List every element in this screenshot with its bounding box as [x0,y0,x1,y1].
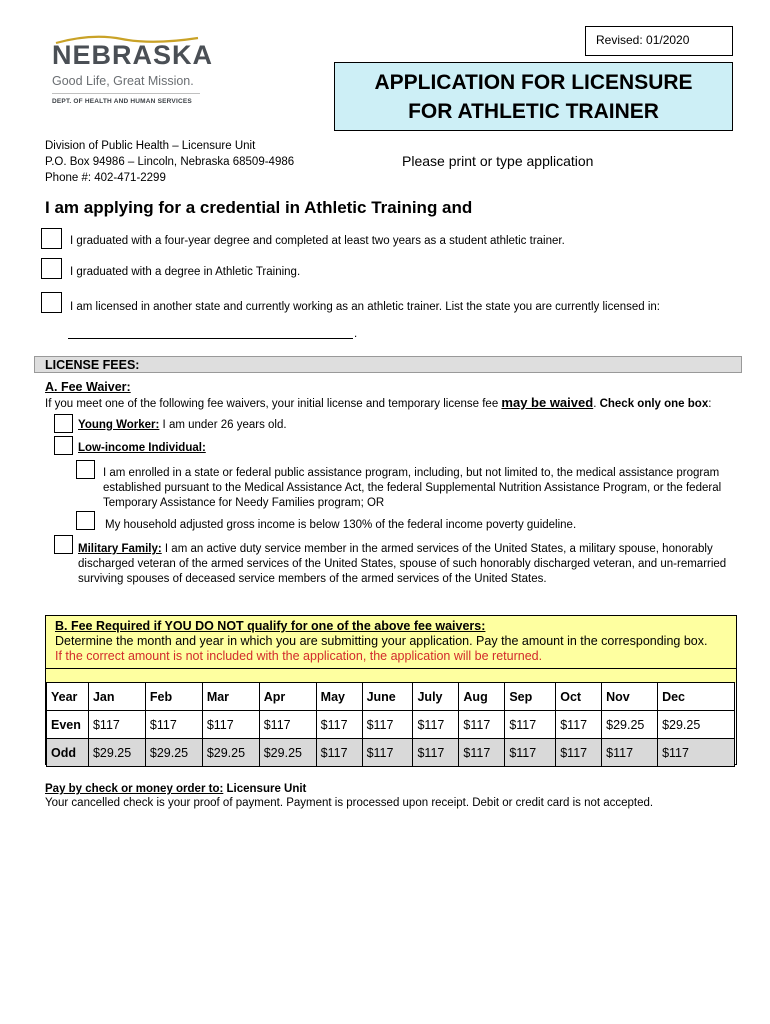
fee-table-cell: Odd [47,739,89,767]
fee-table-cell: $117 [202,711,259,739]
fee-table-cell: $117 [556,711,602,739]
fee-table-cell: $29.25 [88,739,145,767]
nebraska-logo [52,34,212,114]
fee-table-cell: $117 [413,711,459,739]
fee-table-cell: $117 [413,739,459,767]
fee-waiver-may-be-waived: may be waived [501,395,594,410]
military-family-row [78,542,738,587]
applying-heading: I am applying for a credential in Athletic Training and [45,198,473,217]
fee-table-cell: $117 [362,711,413,739]
option-degree-checkbox[interactable] [41,258,62,279]
low-income-poverty-checkbox[interactable] [76,511,95,530]
address-block [45,138,294,186]
fee-table-cell: $29.25 [658,711,735,739]
fee-waiver-intro-mid: . [593,398,600,410]
fee-table-header: Feb [145,683,202,711]
address-line3: Phone #: 402-471-2299 [45,172,166,184]
fee-table-cell: $117 [505,739,556,767]
fee-table-cell: $117 [88,711,145,739]
fee-table-cell: $117 [459,739,505,767]
fee-table-cell: $117 [316,711,362,739]
fee-waiver-heading: A. Fee Waiver: [45,380,131,394]
fee-table-cell: $117 [316,739,362,767]
fee-table-header: Mar [202,683,259,711]
fee-table-cell: $29.25 [259,739,316,767]
young-worker-text: I am under 26 years old. [159,419,287,431]
fee-table-header: Sep [505,683,556,711]
payment-to: Licensure Unit [223,783,307,795]
state-input-line[interactable] [68,338,353,339]
low-income-assistance-checkbox[interactable] [76,460,95,479]
fee-table-cell: $117 [362,739,413,767]
low-income-label: Low-income Individual: [78,442,206,454]
form-title-line1: APPLICATION FOR LICENSURE [374,71,693,94]
fee-table-cell: $117 [459,711,505,739]
fee-required-spacer [46,668,736,683]
logo-dept: DEPT. OF HEALTH AND HUMAN SERVICES [52,98,192,105]
fee-table-cell: Even [47,711,89,739]
fee-table-row-even [47,711,735,739]
fee-table-row-odd [47,739,735,767]
option-four-year-checkbox[interactable] [41,228,62,249]
fee-table-cell: $117 [259,711,316,739]
fee-table-cell: $29.25 [602,711,658,739]
fee-required-warning: If the correct amount is not included with the application, the application will be returned. [55,649,543,663]
fee-waiver-intro-end: : [708,398,712,410]
license-fees-bar: LICENSE FEES: [34,356,742,373]
fee-table-header: Apr [259,683,316,711]
fee-table-header: Oct [556,683,602,711]
fee-table-header: Aug [459,683,505,711]
low-income-poverty-text: My household adjusted gross income is below 130% of the federal income poverty guideline. [105,519,577,531]
fee-waiver-check-one: Check only one box [599,398,709,410]
revised-date: Revised: 01/2020 [585,26,733,56]
fee-required-line1: Determine the month and year in which you are submitting your application. Pay the amount in the corresponding box. [55,634,708,648]
fee-table-cell: $117 [505,711,556,739]
fee-table-header-row [47,683,735,711]
logo-tagline: Good Life, Great Mission. [52,74,194,88]
young-worker-label: Young Worker: [78,419,160,431]
fee-table [46,682,735,767]
option-four-year-label: I graduated with a four-year degree and completed at least two years as a student athletic trainer. [70,235,565,247]
fee-waiver-intro-text: If you meet one of the following fee waivers, your initial license and temporary license fee [45,398,502,410]
payment-line [45,782,306,797]
option-other-state-label: I am licensed in another state and currently working as an athletic trainer. List the state you are currently licensed in: [70,301,661,313]
fee-table-cell: $117 [602,739,658,767]
state-line-period: . [354,328,358,340]
fee-table-header: Year [47,683,89,711]
logo-divider [52,93,200,94]
fee-table-cell: $117 [145,711,202,739]
fee-table-cell: $29.25 [202,739,259,767]
option-degree-label: I graduated with a degree in Athletic Training. [70,266,301,278]
logo-name: NEBRASKA [52,40,214,70]
fee-table-cell: $29.25 [145,739,202,767]
fee-table-cell: $117 [658,739,735,767]
fee-table-header: Dec [658,683,735,711]
military-family-text: I am an active duty service member in the armed services of the United States, a military spouse, honorably discharged veteran of the armed services of the United States, spouse of such honorably discharged veteran, and un-remarried surviving spouses of deceased service members of the armed services of the United States. [78,543,727,585]
address-line2: P.O. Box 94986 – Lincoln, Nebraska 68509-4986 [45,156,295,168]
fee-required-box [45,615,737,765]
option-other-state-checkbox[interactable] [41,292,62,313]
fee-waiver-intro [45,395,711,410]
print-note: Please print or type application [402,153,594,169]
young-worker-row [78,418,287,433]
form-title-line2: FOR ATHLETIC TRAINER [408,100,659,123]
low-income-checkbox[interactable] [54,436,73,455]
military-family-label: Military Family: [78,543,162,555]
payment-label: Pay by check or money order to: [45,783,224,795]
low-income-assistance-text: I am enrolled in a state or federal public assistance program, including, but not limited to, the medical assistance program established pursuant to the Medical Assistance Act, the federal Supplemental Nutrition Assistance Program, or the federal Temporary Assistance for Needy Families program; OR [103,467,722,509]
fee-table-header: May [316,683,362,711]
military-family-checkbox[interactable] [54,535,73,554]
fee-table-header: Jan [88,683,145,711]
fee-table-header: July [413,683,459,711]
young-worker-checkbox[interactable] [54,414,73,433]
fee-required-heading: B. Fee Required if YOU DO NOT qualify for one of the above fee waivers: [55,619,486,633]
fee-table-header: Nov [602,683,658,711]
form-title [334,62,733,131]
fee-table-header: June [362,683,413,711]
payment-note: Your cancelled check is your proof of payment. Payment is processed upon receipt. Debit or credit card is not accepted. [45,797,654,809]
fee-table-cell: $117 [556,739,602,767]
address-line1: Division of Public Health – Licensure Unit [45,140,256,152]
